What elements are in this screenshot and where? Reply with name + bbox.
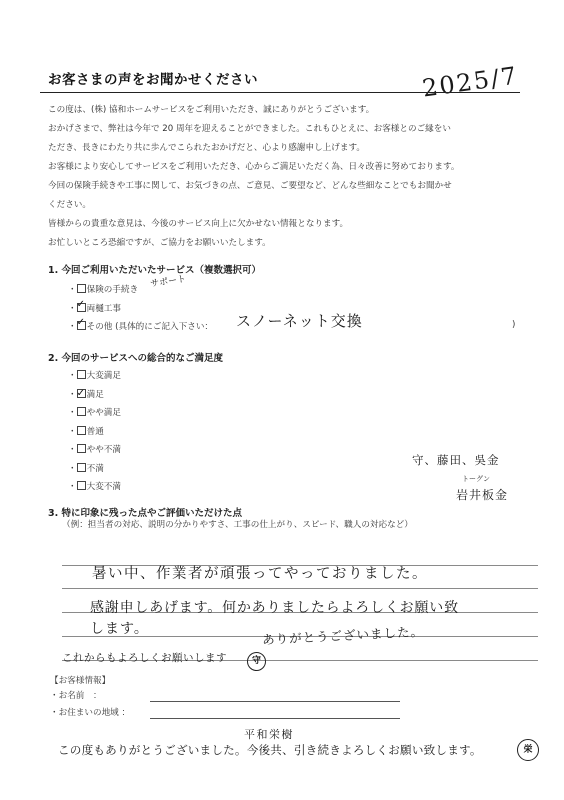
checkbox[interactable] (76, 299, 86, 312)
q2-option-satisfied[interactable]: ・ ✓ 満足 (68, 386, 121, 405)
q2-options (68, 367, 121, 497)
q2-option-very-dissatisfied[interactable]: ・ 大変不満 (68, 482, 121, 492)
handwritten-signature: 平和栄樹 (244, 728, 294, 741)
intro-line: お忙しいところ恐縮ですが、ご協力をお願いいたします。 (48, 238, 271, 248)
intro-paragraph (48, 101, 459, 253)
option-label: その他 (具体的にご記入下さい： (86, 322, 214, 332)
option-label: 大変不満 (86, 482, 121, 492)
address-label: ・お住まいの地域 ： (50, 708, 131, 718)
q3-example: （例：担当者の対応、説明の分かりやすさ、工事の仕上がり、スピード、職人の対応など） (62, 520, 413, 530)
checkbox[interactable] (77, 407, 86, 416)
title-underline (40, 92, 520, 93)
q1-title: 1. 今回ご利用いただいたサービス（複数選択可） (48, 265, 262, 276)
intro-line: 皆様からの貴重な意見は、今後のサービス向上に欠かせない情報となります。 (48, 219, 349, 229)
q2-option-somewhat-dissatisfied[interactable]: ・ やや不満 (68, 445, 121, 455)
intro-line: おかげさまで、弊社は今年で 20 周年を迎えることができました。これもひとえに、お客様とのご縁をい (48, 124, 451, 134)
intro-line: ただき、長きにわたり共に歩んでこられたおかげだと、心より感謝申し上げます。 (48, 143, 365, 153)
handwritten-date: 2025/7 (420, 61, 520, 103)
checkbox[interactable] (77, 463, 86, 472)
checkbox[interactable] (77, 370, 86, 379)
handwritten-thanks-line: ありがとうございました。 (261, 623, 425, 648)
option-label: 普通 (86, 426, 104, 437)
name-label: ・お名前 ： (50, 691, 102, 701)
handwritten-other-answer: スノーネット交換 (236, 312, 363, 330)
q1-option-other[interactable]: ・ ✓ その他 (具体的にご記入下さい： (68, 317, 214, 332)
intro-line: 今回の保険手続きや工事に関して、お気づきの点、ご意見、ご要望など、どんな些細なことでもお聞かせ (48, 181, 452, 191)
option-label: 満足 (86, 389, 104, 400)
q2-option-very-satisfied[interactable]: ・ 大変満足 (68, 371, 121, 381)
q1-option-insurance[interactable]: ・ 保険の手続き (68, 285, 139, 295)
customer-info-heading: 【お客様情報】 (50, 676, 111, 686)
intro-line: この度は、(株) 協和ホームサービスをご利用いただき、誠にありがとうございます。 (48, 105, 375, 115)
checkbox[interactable] (77, 389, 86, 398)
q3-title: 3. 特に印象に残った点やご評価いただけた点 (48, 508, 243, 519)
handwritten-comment-closing: これからもよろしくお願いします (62, 652, 227, 664)
intro-line: お客様により安心してサービスをご利用いただき、心からご満足いただく為、日々改善に努めております。 (48, 162, 460, 172)
name-field[interactable] (150, 701, 400, 702)
check-mark-icon: ✓ (76, 299, 85, 310)
q1-option-gutter[interactable]: ・ ✓ 両樋工事 (68, 299, 121, 314)
seal-stamp: 栄 (517, 739, 539, 761)
page-title: お客さまの声をお聞かせください (48, 72, 258, 88)
option-label: 保険の手続き (86, 285, 139, 295)
option-label: やや不満 (86, 445, 121, 455)
intro-line: ください。 (48, 200, 91, 210)
option-label: 大変満足 (86, 371, 121, 381)
handwritten-comment-line: します。 (90, 621, 149, 637)
q2-option-somewhat-satisfied[interactable]: ・ やや満足 (68, 408, 121, 418)
option-label: 両樋工事 (86, 304, 121, 314)
handwritten-company-reading: トーグン (462, 475, 490, 483)
handwritten-staff-note: 守、藤田、吳金 (412, 453, 500, 467)
ruled-line (62, 588, 538, 589)
handwritten-closing-message: この度もありがとうございました。今後共、引き続きよろしくお願い致します。 (58, 743, 482, 757)
q2-title: 2. 今回のサービスへの総合的なご満足度 (48, 353, 224, 364)
option-label: 不満 (86, 463, 104, 474)
q2-option-neutral[interactable]: ・ 普通 (68, 426, 104, 437)
handwritten-note: サポート (149, 274, 187, 290)
option-label: やや満足 (86, 408, 121, 418)
checkbox[interactable] (77, 284, 86, 293)
close-paren: ) (512, 320, 516, 330)
checkbox[interactable] (77, 444, 86, 453)
seal-stamp: 守 (247, 652, 266, 671)
checkbox[interactable] (77, 481, 86, 490)
checkbox[interactable] (77, 426, 86, 435)
handwritten-company-note: 岩井板金 (456, 488, 509, 502)
check-mark-icon: ✓ (76, 317, 85, 328)
checkbox[interactable] (76, 317, 86, 330)
address-field[interactable] (150, 718, 400, 719)
handwritten-comment-line: 暑い中、作業者が頑張ってやっておりました。 (92, 566, 428, 582)
handwritten-comment-line: 感謝申しあげます。何かありましたらよろしくお願い致 (90, 600, 459, 616)
check-mark-icon: ✓ (76, 387, 85, 399)
q2-option-dissatisfied[interactable]: ・ 不満 (68, 463, 104, 474)
